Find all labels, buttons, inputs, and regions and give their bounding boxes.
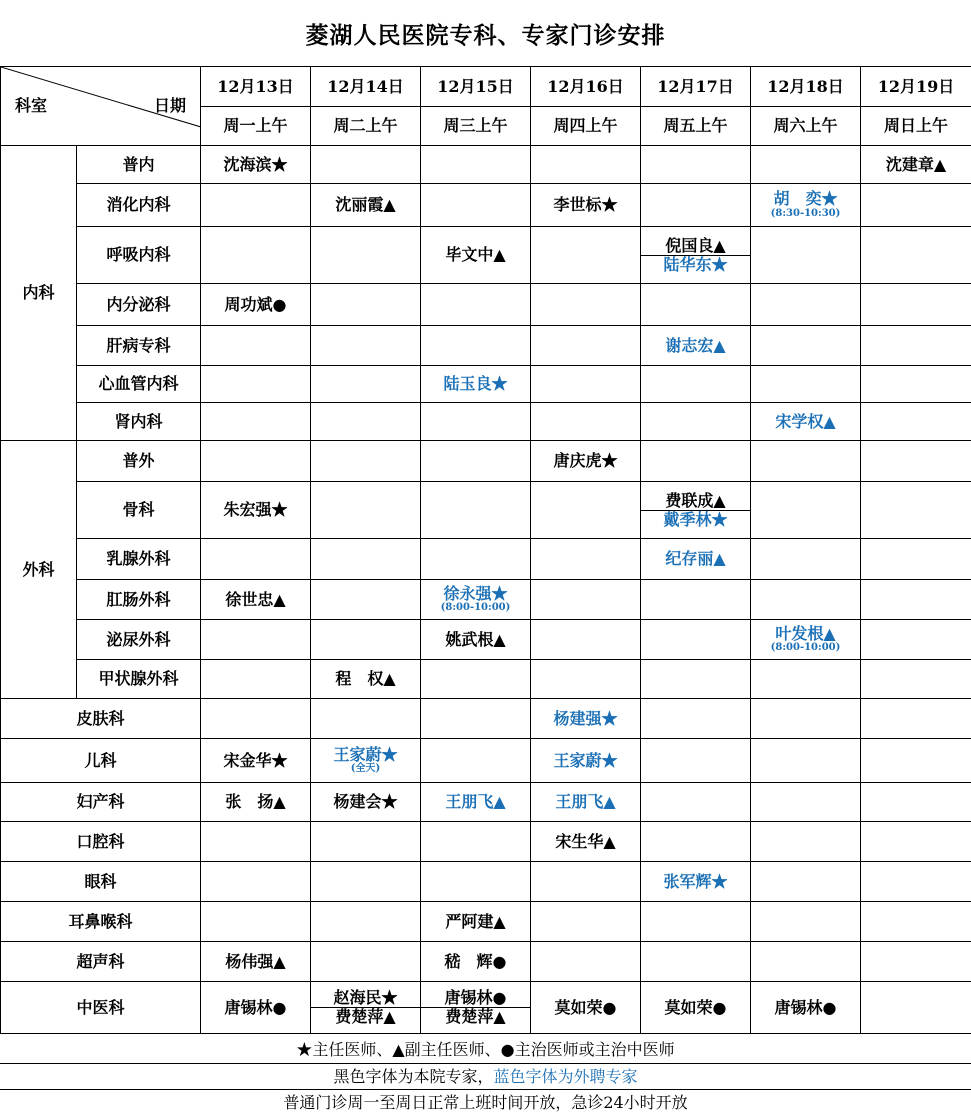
- doctor-cell: 王家蔚★: [531, 739, 641, 783]
- legend-hours: 普通门诊周一至周日正常上班时间开放，急诊24小时开放: [0, 1089, 971, 1115]
- doctor-cell: 谢志宏▲: [641, 326, 751, 366]
- doctor-cell: 张军辉★: [641, 862, 751, 902]
- doctor-cell: 王朋飞▲: [421, 783, 531, 822]
- doctor-cell-split: [641, 482, 751, 539]
- doctor-cell: 唐庆虎★: [531, 441, 641, 482]
- weekday-header: 周四上午: [531, 107, 641, 146]
- doctor-cell: 莫如荣●: [531, 982, 641, 1034]
- date-header: 12月17日: [641, 67, 751, 107]
- dept-huxi: 呼吸内科: [77, 227, 201, 284]
- doctor-cell: 王朋飞▲: [531, 783, 641, 822]
- dept-miniao: 泌尿外科: [77, 620, 201, 660]
- doctor-cell: 陆玉良★: [421, 366, 531, 403]
- doctor-cell: 唐锡林●: [751, 982, 861, 1034]
- weekday-header: 周二上午: [311, 107, 421, 146]
- doctor-name: 胡 奕★: [773, 189, 838, 209]
- legend-black-text: 黑色字体为本院专家，: [333, 1067, 494, 1086]
- dept-ruxian: 乳腺外科: [77, 539, 201, 580]
- header-riqi: 日期: [153, 96, 186, 115]
- doctor-cell: 周功斌●: [201, 284, 311, 326]
- doctor-cell: 朱宏强★: [201, 482, 311, 539]
- header-keshi: 科室: [15, 96, 48, 115]
- doctor-cell: 杨建强★: [531, 699, 641, 739]
- dept-shennei: 肾内科: [77, 403, 201, 441]
- doctor-time-note: (全天): [350, 763, 381, 775]
- dept-neifenmi: 内分泌科: [77, 284, 201, 326]
- doctor-cell: 纪存丽▲: [641, 539, 751, 580]
- dept-guke: 骨科: [77, 482, 201, 539]
- weekday-header: 周一上午: [201, 107, 311, 146]
- legend: [0, 1037, 971, 1115]
- group-waike: 外科: [1, 441, 77, 699]
- dept-xinxueguan: 心血管内科: [77, 366, 201, 403]
- doctor-cell: 唐锡林●: [201, 982, 311, 1034]
- date-header: 12月15日: [421, 67, 531, 107]
- date-header: 12月13日: [201, 67, 311, 107]
- legend-blue-text: 蓝色字体为外聘专家: [493, 1067, 638, 1086]
- dept-xiaohua: 消化内科: [77, 184, 201, 227]
- doctor-cell: 莫如荣●: [641, 982, 751, 1034]
- doctor-name: 徐永强★: [443, 583, 508, 603]
- dept-puwai: 普外: [77, 441, 201, 482]
- doctor-cell: 沈建章▲: [861, 146, 971, 184]
- doctor-cell: 张 扬▲: [201, 783, 311, 822]
- doctor-name: 赵海民★: [333, 988, 398, 1008]
- date-header: 12月19日: [861, 67, 971, 107]
- doctor-cell: 毕文中▲: [421, 227, 531, 284]
- doctor-cell-split: [641, 227, 751, 284]
- legend-rank: ★主任医师、▲副主任医师、●主治医师或主治中医师: [296, 1040, 675, 1059]
- weekday-header: 周五上午: [641, 107, 751, 146]
- dept-zhongyi: 中医科: [1, 982, 201, 1034]
- dept-fuchan: 妇产科: [1, 783, 201, 822]
- weekday-header: 周三上午: [421, 107, 531, 146]
- doctor-cell: [421, 580, 531, 620]
- doctor-cell: 姚武根▲: [421, 620, 531, 660]
- doctor-cell: [311, 739, 421, 783]
- dept-pifu: 皮肤科: [1, 699, 201, 739]
- doctor-cell: 杨伟强▲: [201, 942, 311, 982]
- doctor-cell: 徐世忠▲: [201, 580, 311, 620]
- doctor-time-note: (8:00-10:00): [440, 602, 511, 614]
- doctor-name: 倪国良▲: [665, 235, 726, 255]
- dept-yanke: 眼科: [1, 862, 201, 902]
- doctor-cell: 严阿建▲: [421, 902, 531, 942]
- legend-color: [0, 1063, 971, 1089]
- dept-ganbing: 肝病专科: [77, 326, 201, 366]
- doctor-cell: 宋金华★: [201, 739, 311, 783]
- doctor-name: 唐锡林●: [444, 988, 507, 1008]
- doctor-cell: [751, 620, 861, 660]
- dept-punei: 普内: [77, 146, 201, 184]
- dept-kouqiang: 口腔科: [1, 822, 201, 862]
- date-header: 12月18日: [751, 67, 861, 107]
- doctor-cell-split: [311, 982, 421, 1034]
- dept-gangchang: 肛肠外科: [77, 580, 201, 620]
- dept-jiazhuangxian: 甲状腺外科: [77, 660, 201, 699]
- group-neike: 内科: [1, 146, 77, 441]
- dept-erbihou: 耳鼻喉科: [1, 902, 201, 942]
- doctor-name: 费楚萍▲: [421, 1007, 530, 1026]
- schedule-table: [0, 66, 971, 1034]
- doctor-cell-split: [421, 982, 531, 1034]
- doctor-name: 戴季林★: [641, 510, 750, 529]
- doctor-name: 王家蔚★: [333, 744, 398, 764]
- doctor-name: 费楚萍▲: [311, 1007, 420, 1026]
- doctor-cell: 嵇 辉●: [421, 942, 531, 982]
- page-title: 菱湖人民医院专科、专家门诊安排: [305, 22, 666, 49]
- dept-chaosheng: 超声科: [1, 942, 201, 982]
- doctor-cell: 李世标★: [531, 184, 641, 227]
- doctor-cell: 宋学权▲: [751, 403, 861, 441]
- date-header: 12月14日: [311, 67, 421, 107]
- doctor-cell: 杨建会★: [311, 783, 421, 822]
- doctor-name: 费联成▲: [665, 490, 726, 510]
- doctor-cell: 沈海滨★: [201, 146, 311, 184]
- doctor-name: 叶发根▲: [775, 623, 836, 643]
- doctor-name: 陆华东★: [641, 255, 750, 274]
- doctor-time-note: (8:00-10:00): [770, 642, 841, 654]
- header-diagonal-cell: [1, 67, 201, 146]
- weekday-header: 周日上午: [861, 107, 971, 146]
- doctor-time-note: (8:30-10:30): [770, 207, 841, 219]
- doctor-cell: 沈丽霞▲: [311, 184, 421, 227]
- doctor-cell: [751, 184, 861, 227]
- date-header: 12月16日: [531, 67, 641, 107]
- doctor-cell: 宋生华▲: [531, 822, 641, 862]
- weekday-header: 周六上午: [751, 107, 861, 146]
- dept-erke: 儿科: [1, 739, 201, 783]
- doctor-cell: 程 权▲: [311, 660, 421, 699]
